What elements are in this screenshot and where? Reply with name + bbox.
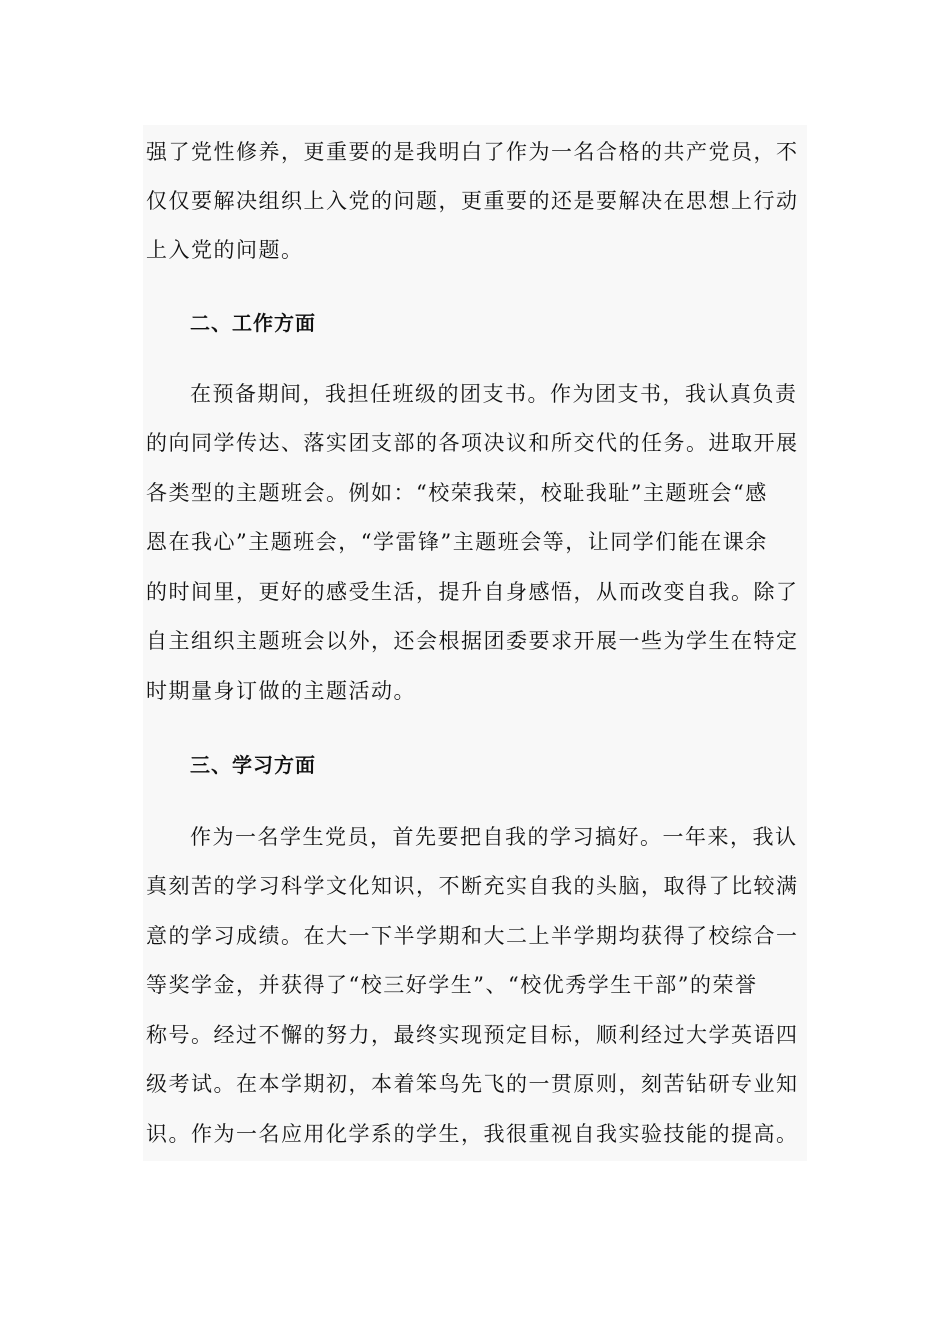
study-paragraph-line: 意的学习成绩。在大一下半学期和大二上半学期均获得了校综合一 [146, 924, 799, 948]
work-paragraph-line: 的向同学传达、落实团支部的各项决议和所交代的任务。进取开展 [146, 431, 799, 455]
intro-line: 仅仅要解决组织上入党的问题，更重要的还是要解决在思想上行动 [146, 189, 799, 213]
study-paragraph-line: 识。作为一名应用化学系的学生，我很重视自我实验技能的提高。 [146, 1122, 799, 1146]
section-heading-work: 二、工作方面 [190, 311, 316, 335]
work-paragraph-line: 的时间里，更好的感受生活，提升自身感悟，从而改变自我。除了 [146, 580, 799, 604]
study-paragraph-line: 真刻苦的学习科学文化知识，不断充实自我的头脑，取得了比较满 [146, 874, 799, 898]
study-paragraph-line: 级考试。在本学期初，本着笨鸟先飞的一贯原则，刻苦钻研专业知 [146, 1072, 799, 1096]
work-paragraph-line: 时期量身订做的主题活动。 [146, 679, 416, 703]
study-paragraph-line: 称号。经过不懈的努力，最终实现预定目标，顺利经过大学英语四 [146, 1023, 799, 1047]
work-paragraph-line: 恩在我心”主题班会，“学雷锋”主题班会等，让同学们能在课余 [146, 530, 768, 554]
section-heading-study: 三、学习方面 [190, 753, 316, 777]
work-paragraph-line: 在预备期间，我担任班级的团支书。作为团支书，我认真负责 [190, 382, 798, 406]
work-paragraph-line: 自主组织主题班会以外，还会根据团委要求开展一些为学生在特定 [146, 629, 799, 653]
study-paragraph-line: 作为一名学生党员，首先要把自我的学习搞好。一年来，我认 [190, 825, 798, 849]
study-paragraph-line: 等奖学金，并获得了“校三好学生”、“校优秀学生干部”的荣誉 [146, 973, 758, 997]
intro-line: 强了党性修养，更重要的是我明白了作为一名合格的共产党员，不 [146, 140, 799, 164]
work-paragraph-line: 各类型的主题班会。例如：“校荣我荣，校耻我耻”主题班会“感 [146, 481, 768, 505]
intro-line: 上入党的问题。 [146, 238, 304, 262]
